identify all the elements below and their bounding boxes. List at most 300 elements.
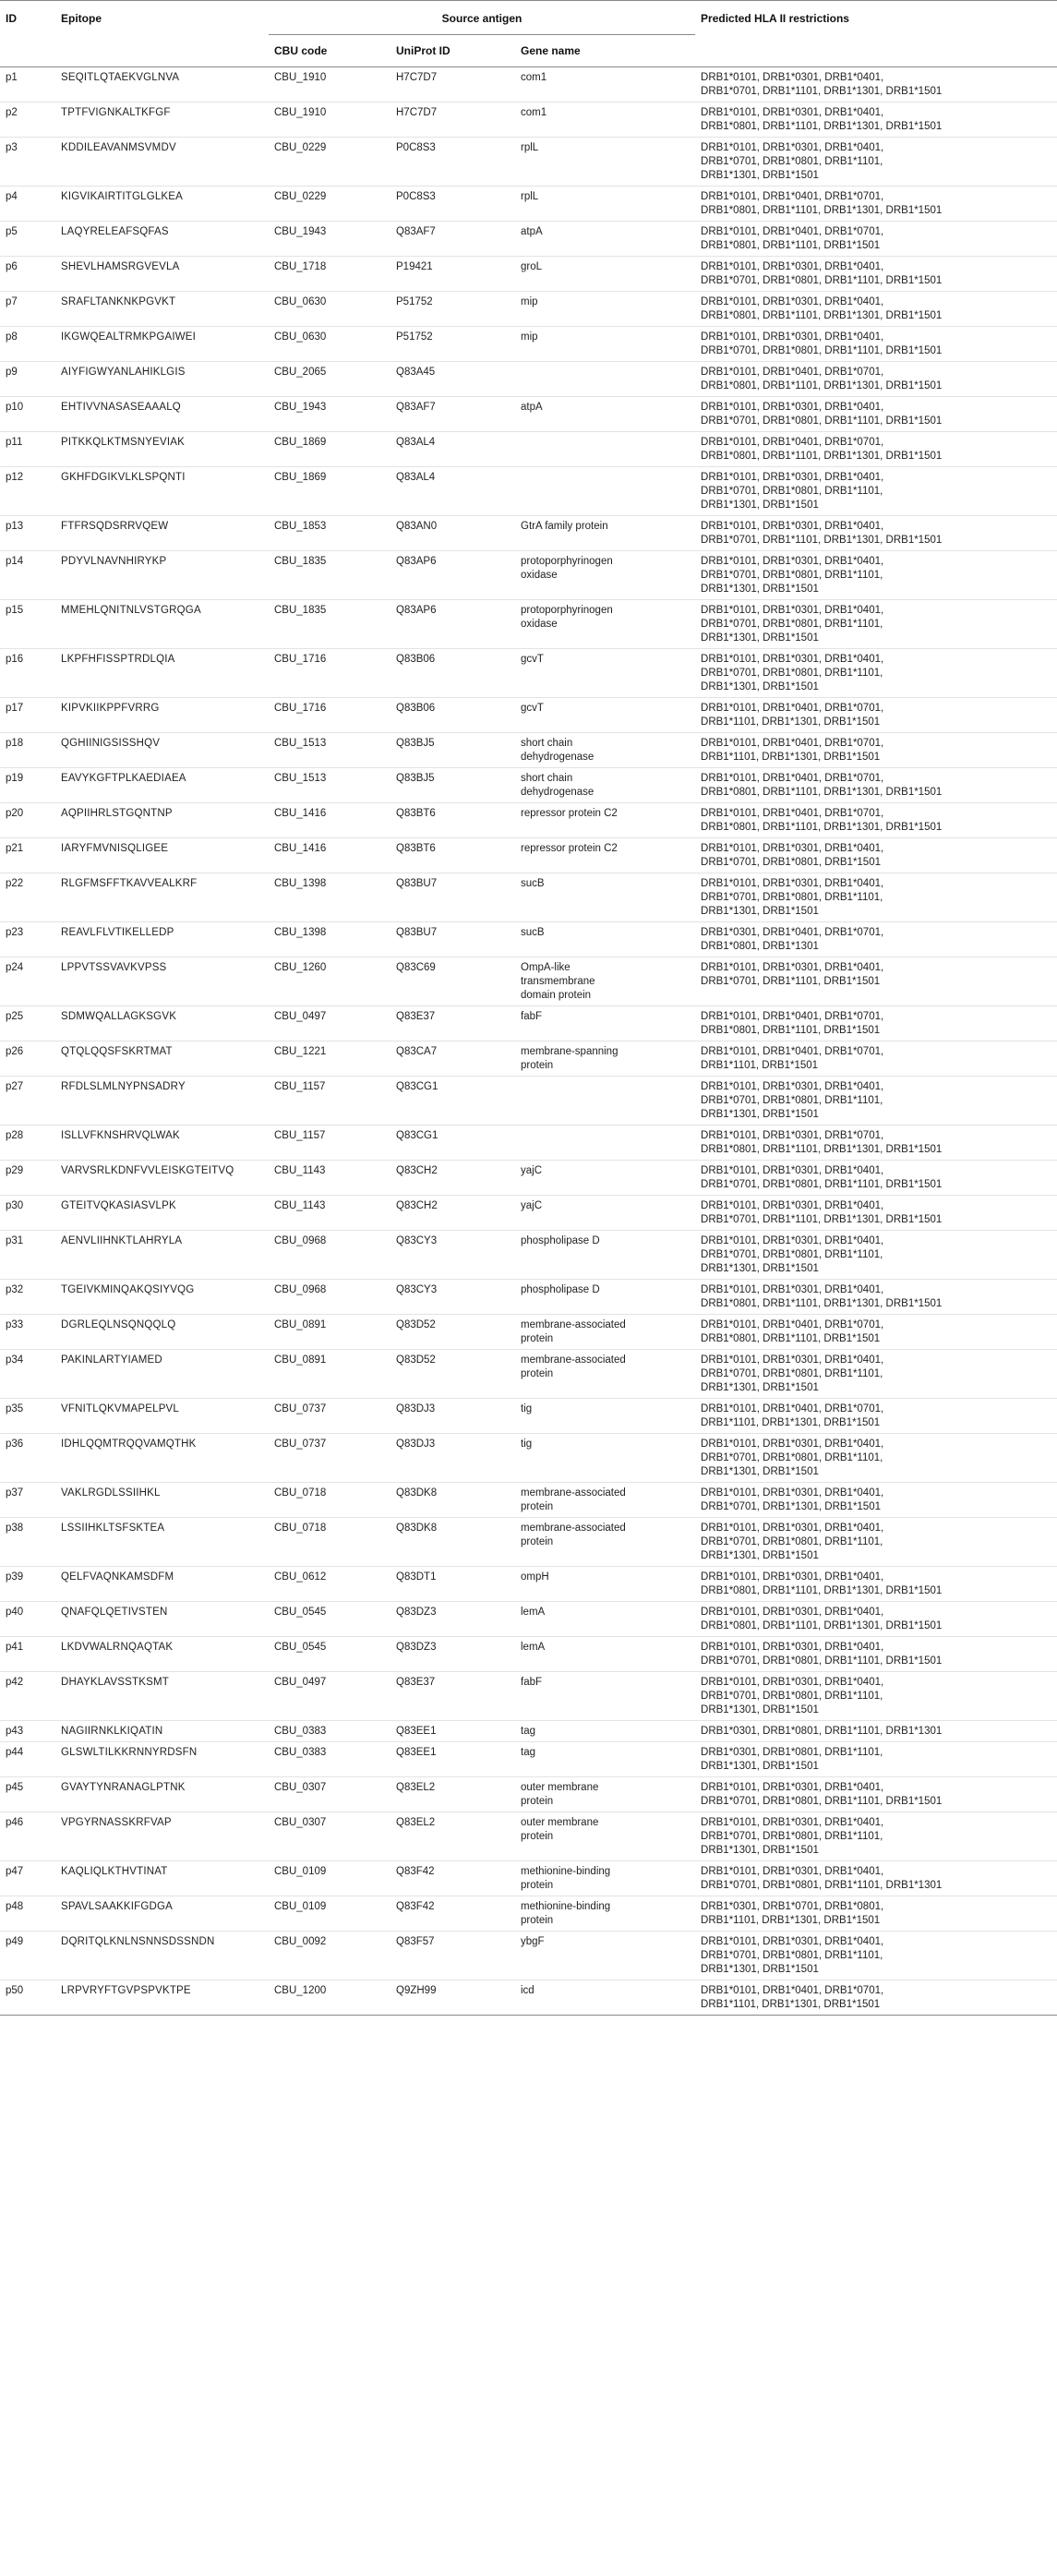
- cell-cbu-code: CBU_1943: [269, 397, 390, 432]
- table-row: [0, 102, 1057, 138]
- cell-epitope: SHEVLHAMSRGVEVLA: [55, 257, 269, 292]
- cell-cbu-code: CBU_1260: [269, 957, 390, 1006]
- cell-epitope: AQPIIHRLSTGQNTNP: [55, 803, 269, 838]
- cell-gene-name: short chain dehydrogenase: [515, 768, 695, 803]
- cell-uniprot-id: Q83DJ3: [390, 1399, 515, 1434]
- cell-uniprot-id: Q83B06: [390, 649, 515, 698]
- cell-cbu-code: CBU_1513: [269, 733, 390, 768]
- cell-hla: DRB1*0101, DRB1*0301, DRB1*0401, DRB1*0701, DRB1*0801, DRB1*1101, DRB1*1301, DRB1*1501: [695, 1812, 1057, 1861]
- header-epitope: Epitope: [55, 1, 269, 67]
- cell-hla: DRB1*0101, DRB1*0301, DRB1*0401, DRB1*0801, DRB1*1101, DRB1*1301, DRB1*1501: [695, 102, 1057, 138]
- cell-cbu-code: CBU_1157: [269, 1077, 390, 1125]
- cell-epitope: IDHLQQMTRQQVAMQTHK: [55, 1434, 269, 1483]
- cell-gene-name: ompH: [515, 1567, 695, 1602]
- cell-epitope: VFNITLQKVMAPELPVL: [55, 1399, 269, 1434]
- cell-id: p3: [0, 138, 55, 187]
- cell-epitope: TPTFVIGNKALTKFGF: [55, 102, 269, 138]
- cell-cbu-code: CBU_1716: [269, 698, 390, 733]
- cell-id: p4: [0, 187, 55, 222]
- cell-id: p26: [0, 1041, 55, 1077]
- cell-id: p41: [0, 1637, 55, 1672]
- header-cbu-code: CBU code: [269, 35, 390, 67]
- cell-hla: DRB1*0101, DRB1*0301, DRB1*0401, DRB1*0701, DRB1*0801, DRB1*1101, DRB1*1501: [695, 1161, 1057, 1196]
- cell-uniprot-id: H7C7D7: [390, 67, 515, 102]
- cell-cbu-code: CBU_1910: [269, 67, 390, 102]
- cell-gene-name: membrane-spanning protein: [515, 1041, 695, 1077]
- cell-uniprot-id: Q83CY3: [390, 1280, 515, 1315]
- table-row: [0, 1861, 1057, 1896]
- table-row: [0, 1742, 1057, 1777]
- table-row: [0, 768, 1057, 803]
- cell-hla: DRB1*0101, DRB1*0301, DRB1*0401, DRB1*0701, DRB1*0801, DRB1*1101, DRB1*1301, DRB1*1501: [695, 138, 1057, 187]
- cell-epitope: TGEIVKMINQAKQSIYVQG: [55, 1280, 269, 1315]
- cell-gene-name: lemA: [515, 1602, 695, 1637]
- cell-id: p11: [0, 432, 55, 467]
- cell-hla: DRB1*0101, DRB1*0401, DRB1*0701, DRB1*1101, DRB1*1301, DRB1*1501: [695, 733, 1057, 768]
- table-row: [0, 873, 1057, 922]
- table-row: [0, 922, 1057, 957]
- table-row: [0, 957, 1057, 1006]
- table-row: [0, 257, 1057, 292]
- cell-hla: DRB1*0301, DRB1*0401, DRB1*0701, DRB1*0801, DRB1*1301: [695, 922, 1057, 957]
- cell-hla: DRB1*0101, DRB1*0301, DRB1*0401, DRB1*0701, DRB1*0801, DRB1*1101, DRB1*1301, DRB1*1501: [695, 1231, 1057, 1280]
- cell-epitope: KIPVKIIKPPFVRRG: [55, 698, 269, 733]
- cell-epitope: DGRLEQLNSQNQQLQ: [55, 1315, 269, 1350]
- cell-gene-name: phospholipase D: [515, 1231, 695, 1280]
- cell-uniprot-id: Q83F57: [390, 1932, 515, 1980]
- cell-id: p14: [0, 551, 55, 600]
- cell-hla: DRB1*0101, DRB1*0301, DRB1*0401, DRB1*0701, DRB1*1101, DRB1*1301, DRB1*1501: [695, 516, 1057, 551]
- cell-epitope: QELFVAQNKAMSDFM: [55, 1567, 269, 1602]
- cell-epitope: QTQLQQSFSKRTMAT: [55, 1041, 269, 1077]
- cell-hla: DRB1*0101, DRB1*0301, DRB1*0401, DRB1*0701, DRB1*0801, DRB1*1501: [695, 838, 1057, 873]
- header-id: ID: [0, 1, 55, 67]
- cell-id: p38: [0, 1518, 55, 1567]
- cell-hla: DRB1*0101, DRB1*0301, DRB1*0401, DRB1*0701, DRB1*0801, DRB1*1101, DRB1*1501: [695, 397, 1057, 432]
- cell-epitope: REAVLFLVTIKELLEDP: [55, 922, 269, 957]
- cell-hla: DRB1*0101, DRB1*0401, DRB1*0701, DRB1*0801, DRB1*1101, DRB1*1301, DRB1*1501: [695, 432, 1057, 467]
- cell-hla: DRB1*0101, DRB1*0301, DRB1*0401, DRB1*0701, DRB1*0801, DRB1*1101, DRB1*1301, DRB1*1501: [695, 1350, 1057, 1399]
- cell-uniprot-id: Q83E37: [390, 1006, 515, 1041]
- table-row: [0, 1518, 1057, 1567]
- table-row: [0, 838, 1057, 873]
- cell-gene-name: tig: [515, 1434, 695, 1483]
- table-row: [0, 516, 1057, 551]
- cell-epitope: KDDILEAVANMSVMDV: [55, 138, 269, 187]
- cell-epitope: RFDLSLMLNYPNSADRY: [55, 1077, 269, 1125]
- table-row: [0, 1567, 1057, 1602]
- cell-id: p15: [0, 600, 55, 649]
- cell-cbu-code: CBU_1157: [269, 1125, 390, 1161]
- cell-id: p47: [0, 1861, 55, 1896]
- cell-gene-name: methionine-binding protein: [515, 1861, 695, 1896]
- cell-id: p7: [0, 292, 55, 327]
- cell-uniprot-id: Q83DZ3: [390, 1637, 515, 1672]
- cell-cbu-code: CBU_1143: [269, 1161, 390, 1196]
- table-body: [0, 67, 1057, 2016]
- cell-epitope: AENVLIIHNKTLAHRYLA: [55, 1231, 269, 1280]
- cell-uniprot-id: Q83AL4: [390, 432, 515, 467]
- cell-uniprot-id: Q83DJ3: [390, 1434, 515, 1483]
- cell-uniprot-id: Q83E37: [390, 1672, 515, 1721]
- cell-hla: DRB1*0101, DRB1*0301, DRB1*0401, DRB1*0701, DRB1*0801, DRB1*1101, DRB1*1301, DRB1*1501: [695, 1672, 1057, 1721]
- cell-epitope: LKDVWALRNQAQTAK: [55, 1637, 269, 1672]
- cell-gene-name: tag: [515, 1721, 695, 1742]
- cell-id: p2: [0, 102, 55, 138]
- table-row: [0, 733, 1057, 768]
- cell-epitope: SDMWQALLAGKSGVK: [55, 1006, 269, 1041]
- cell-cbu-code: CBU_0109: [269, 1861, 390, 1896]
- cell-gene-name: gcvT: [515, 698, 695, 733]
- cell-epitope: FTFRSQDSRRVQEW: [55, 516, 269, 551]
- cell-epitope: AIYFIGWYANLAHIKLGIS: [55, 362, 269, 397]
- cell-cbu-code: CBU_1716: [269, 649, 390, 698]
- cell-epitope: QNAFQLQETIVSTEN: [55, 1602, 269, 1637]
- cell-uniprot-id: Q83EL2: [390, 1812, 515, 1861]
- cell-uniprot-id: Q83BT6: [390, 838, 515, 873]
- cell-hla: DRB1*0101, DRB1*0301, DRB1*0401, DRB1*0701, DRB1*1301, DRB1*1501: [695, 1483, 1057, 1518]
- cell-cbu-code: CBU_0737: [269, 1399, 390, 1434]
- cell-uniprot-id: Q83AF7: [390, 397, 515, 432]
- cell-id: p23: [0, 922, 55, 957]
- table-row: [0, 67, 1057, 102]
- cell-hla: DRB1*0101, DRB1*0301, DRB1*0401, DRB1*0701, DRB1*0801, DRB1*1101, DRB1*1301: [695, 1861, 1057, 1896]
- cell-hla: DRB1*0101, DRB1*0401, DRB1*0701, DRB1*0801, DRB1*1101, DRB1*1301, DRB1*1501: [695, 803, 1057, 838]
- table-row: [0, 1812, 1057, 1861]
- cell-uniprot-id: Q83AL4: [390, 467, 515, 516]
- cell-epitope: NAGIIRNKLKIQATIN: [55, 1721, 269, 1742]
- cell-id: p42: [0, 1672, 55, 1721]
- table-row: [0, 649, 1057, 698]
- cell-cbu-code: CBU_1835: [269, 551, 390, 600]
- cell-gene-name: methionine-binding protein: [515, 1896, 695, 1932]
- cell-id: p35: [0, 1399, 55, 1434]
- cell-uniprot-id: P51752: [390, 292, 515, 327]
- cell-hla: DRB1*0301, DRB1*0801, DRB1*1101, DRB1*1301, DRB1*1501: [695, 1742, 1057, 1777]
- cell-cbu-code: CBU_0630: [269, 292, 390, 327]
- cell-gene-name: sucB: [515, 922, 695, 957]
- cell-cbu-code: CBU_0968: [269, 1231, 390, 1280]
- cell-hla: DRB1*0101, DRB1*0301, DRB1*0401, DRB1*0701, DRB1*0801, DRB1*1101, DRB1*1301, DRB1*1501: [695, 1077, 1057, 1125]
- table-row: [0, 1721, 1057, 1742]
- cell-hla: DRB1*0101, DRB1*0301, DRB1*0401, DRB1*0701, DRB1*1101, DRB1*1301, DRB1*1501: [695, 1196, 1057, 1231]
- cell-cbu-code: CBU_1835: [269, 600, 390, 649]
- cell-hla: DRB1*0101, DRB1*0401, DRB1*0701, DRB1*0801, DRB1*1101, DRB1*1301, DRB1*1501: [695, 362, 1057, 397]
- cell-cbu-code: CBU_0307: [269, 1812, 390, 1861]
- cell-uniprot-id: H7C7D7: [390, 102, 515, 138]
- cell-gene-name: protoporphyrinogen oxidase: [515, 551, 695, 600]
- cell-gene-name: [515, 432, 695, 467]
- cell-uniprot-id: Q9ZH99: [390, 1980, 515, 2016]
- cell-hla: DRB1*0101, DRB1*0301, DRB1*0401, DRB1*0701, DRB1*0801, DRB1*1101, DRB1*1301, DRB1*1501: [695, 551, 1057, 600]
- cell-gene-name: [515, 467, 695, 516]
- cell-id: p5: [0, 222, 55, 257]
- cell-gene-name: com1: [515, 102, 695, 138]
- table-row: [0, 1980, 1057, 2016]
- cell-gene-name: membrane-associated protein: [515, 1518, 695, 1567]
- cell-cbu-code: CBU_1398: [269, 873, 390, 922]
- cell-cbu-code: CBU_0383: [269, 1721, 390, 1742]
- cell-hla: DRB1*0101, DRB1*0301, DRB1*0401, DRB1*0701, DRB1*0801, DRB1*1101, DRB1*1301, DRB1*1501: [695, 1434, 1057, 1483]
- cell-epitope: RLGFMSFFTKAVVEALKRF: [55, 873, 269, 922]
- cell-gene-name: rplL: [515, 138, 695, 187]
- table-row: [0, 698, 1057, 733]
- table-row: [0, 1196, 1057, 1231]
- cell-gene-name: yajC: [515, 1196, 695, 1231]
- table-row: [0, 138, 1057, 187]
- cell-cbu-code: CBU_0737: [269, 1434, 390, 1483]
- table-header: [0, 1, 1057, 67]
- cell-id: p28: [0, 1125, 55, 1161]
- cell-epitope: EAVYKGFTPLKAEDIAEA: [55, 768, 269, 803]
- cell-uniprot-id: Q83CH2: [390, 1196, 515, 1231]
- cell-epitope: SRAFLTANKNKPGVKT: [55, 292, 269, 327]
- cell-gene-name: [515, 1077, 695, 1125]
- cell-hla: DRB1*0101, DRB1*0301, DRB1*0401, DRB1*0701, DRB1*1101, DRB1*1501: [695, 957, 1057, 1006]
- cell-gene-name: atpA: [515, 397, 695, 432]
- cell-gene-name: outer membrane protein: [515, 1812, 695, 1861]
- cell-id: p31: [0, 1231, 55, 1280]
- cell-gene-name: repressor protein C2: [515, 838, 695, 873]
- table-row: [0, 1483, 1057, 1518]
- table-row: [0, 432, 1057, 467]
- cell-id: p32: [0, 1280, 55, 1315]
- table-row: [0, 1777, 1057, 1812]
- table-row: [0, 1672, 1057, 1721]
- table-row: [0, 1896, 1057, 1932]
- cell-epitope: LAQYRELEAFSQFAS: [55, 222, 269, 257]
- table-row: [0, 362, 1057, 397]
- cell-cbu-code: CBU_0891: [269, 1315, 390, 1350]
- cell-gene-name: groL: [515, 257, 695, 292]
- table-row: [0, 1077, 1057, 1125]
- cell-cbu-code: CBU_0307: [269, 1777, 390, 1812]
- cell-cbu-code: CBU_0092: [269, 1932, 390, 1980]
- cell-epitope: QGHIINIGSISSHQV: [55, 733, 269, 768]
- cell-id: p29: [0, 1161, 55, 1196]
- cell-hla: DRB1*0101, DRB1*0401, DRB1*0701, DRB1*0801, DRB1*1101, DRB1*1501: [695, 222, 1057, 257]
- cell-id: p30: [0, 1196, 55, 1231]
- cell-hla: DRB1*0301, DRB1*0701, DRB1*0801, DRB1*1101, DRB1*1301, DRB1*1501: [695, 1896, 1057, 1932]
- cell-hla: DRB1*0101, DRB1*0301, DRB1*0401, DRB1*0701, DRB1*0801, DRB1*1101, DRB1*1301, DRB1*1501: [695, 600, 1057, 649]
- cell-id: p9: [0, 362, 55, 397]
- cell-id: p40: [0, 1602, 55, 1637]
- cell-cbu-code: CBU_1398: [269, 922, 390, 957]
- cell-gene-name: ybgF: [515, 1932, 695, 1980]
- table-row: [0, 600, 1057, 649]
- cell-id: p1: [0, 67, 55, 102]
- cell-uniprot-id: Q83DK8: [390, 1483, 515, 1518]
- cell-gene-name: protoporphyrinogen oxidase: [515, 600, 695, 649]
- table-row: [0, 467, 1057, 516]
- cell-cbu-code: CBU_0545: [269, 1637, 390, 1672]
- cell-uniprot-id: Q83CG1: [390, 1077, 515, 1125]
- cell-uniprot-id: Q83DZ3: [390, 1602, 515, 1637]
- cell-epitope: IARYFMVNISQLIGEE: [55, 838, 269, 873]
- cell-hla: DRB1*0101, DRB1*0301, DRB1*0401, DRB1*0801, DRB1*1101, DRB1*1301, DRB1*1501: [695, 292, 1057, 327]
- cell-cbu-code: CBU_0383: [269, 1742, 390, 1777]
- table-row: [0, 187, 1057, 222]
- cell-id: p43: [0, 1721, 55, 1742]
- cell-uniprot-id: P51752: [390, 327, 515, 362]
- header-uniprot-id: UniProt ID: [390, 35, 515, 67]
- cell-cbu-code: CBU_1869: [269, 432, 390, 467]
- cell-uniprot-id: Q83D52: [390, 1315, 515, 1350]
- table-row: [0, 1602, 1057, 1637]
- table-row: [0, 1932, 1057, 1980]
- cell-gene-name: gcvT: [515, 649, 695, 698]
- table-row: [0, 1315, 1057, 1350]
- cell-uniprot-id: Q83BT6: [390, 803, 515, 838]
- cell-id: p13: [0, 516, 55, 551]
- cell-id: p49: [0, 1932, 55, 1980]
- cell-epitope: KAQLIQLKTHVTINAT: [55, 1861, 269, 1896]
- cell-gene-name: membrane-associated protein: [515, 1350, 695, 1399]
- cell-cbu-code: CBU_2065: [269, 362, 390, 397]
- cell-gene-name: fabF: [515, 1006, 695, 1041]
- table-row: [0, 327, 1057, 362]
- cell-uniprot-id: Q83F42: [390, 1896, 515, 1932]
- cell-uniprot-id: P0C8S3: [390, 138, 515, 187]
- cell-cbu-code: CBU_0109: [269, 1896, 390, 1932]
- cell-cbu-code: CBU_1718: [269, 257, 390, 292]
- cell-hla: DRB1*0101, DRB1*0301, DRB1*0401, DRB1*0801, DRB1*1101, DRB1*1301, DRB1*1501: [695, 1602, 1057, 1637]
- cell-gene-name: sucB: [515, 873, 695, 922]
- cell-gene-name: membrane-associated protein: [515, 1483, 695, 1518]
- cell-cbu-code: CBU_0891: [269, 1350, 390, 1399]
- header-hla: Predicted HLA II restrictions: [695, 1, 1057, 67]
- cell-cbu-code: CBU_0630: [269, 327, 390, 362]
- cell-hla: DRB1*0101, DRB1*0301, DRB1*0401, DRB1*0701, DRB1*0801, DRB1*1101, DRB1*1501: [695, 327, 1057, 362]
- cell-gene-name: mip: [515, 292, 695, 327]
- cell-gene-name: atpA: [515, 222, 695, 257]
- cell-gene-name: com1: [515, 67, 695, 102]
- table-row: [0, 1637, 1057, 1672]
- cell-id: p37: [0, 1483, 55, 1518]
- cell-gene-name: membrane-associated protein: [515, 1315, 695, 1350]
- cell-hla: DRB1*0101, DRB1*0301, DRB1*0401, DRB1*0701, DRB1*0801, DRB1*1101, DRB1*1301, DRB1*1501: [695, 873, 1057, 922]
- table-row: [0, 803, 1057, 838]
- cell-hla: DRB1*0101, DRB1*0401, DRB1*0701, DRB1*1101, DRB1*1301, DRB1*1501: [695, 698, 1057, 733]
- cell-gene-name: outer membrane protein: [515, 1777, 695, 1812]
- cell-hla: DRB1*0101, DRB1*0301, DRB1*0401, DRB1*0801, DRB1*1101, DRB1*1301, DRB1*1501: [695, 1567, 1057, 1602]
- cell-uniprot-id: Q83CA7: [390, 1041, 515, 1077]
- cell-gene-name: short chain dehydrogenase: [515, 733, 695, 768]
- cell-id: p18: [0, 733, 55, 768]
- cell-hla: DRB1*0101, DRB1*0401, DRB1*0701, DRB1*1101, DRB1*1501: [695, 1041, 1057, 1077]
- table-row: [0, 1125, 1057, 1161]
- cell-uniprot-id: Q83BJ5: [390, 733, 515, 768]
- cell-uniprot-id: Q83CH2: [390, 1161, 515, 1196]
- cell-uniprot-id: Q83BJ5: [390, 768, 515, 803]
- cell-epitope: VAKLRGDLSSIIHKL: [55, 1483, 269, 1518]
- cell-cbu-code: CBU_0229: [269, 138, 390, 187]
- table-row: [0, 1006, 1057, 1041]
- cell-uniprot-id: Q83A45: [390, 362, 515, 397]
- cell-gene-name: yajC: [515, 1161, 695, 1196]
- cell-id: p16: [0, 649, 55, 698]
- cell-cbu-code: CBU_1910: [269, 102, 390, 138]
- cell-gene-name: lemA: [515, 1637, 695, 1672]
- cell-id: p8: [0, 327, 55, 362]
- cell-uniprot-id: Q83AP6: [390, 600, 515, 649]
- cell-cbu-code: CBU_1513: [269, 768, 390, 803]
- cell-uniprot-id: Q83CG1: [390, 1125, 515, 1161]
- cell-gene-name: repressor protein C2: [515, 803, 695, 838]
- header-gene-name: Gene name: [515, 35, 695, 67]
- cell-uniprot-id: Q83AF7: [390, 222, 515, 257]
- cell-id: p45: [0, 1777, 55, 1812]
- cell-hla: DRB1*0101, DRB1*0401, DRB1*0701, DRB1*0801, DRB1*1101, DRB1*1301, DRB1*1501: [695, 187, 1057, 222]
- cell-epitope: SPAVLSAAKKIFGDGA: [55, 1896, 269, 1932]
- cell-cbu-code: CBU_0718: [269, 1518, 390, 1567]
- cell-cbu-code: CBU_1416: [269, 803, 390, 838]
- cell-hla: DRB1*0101, DRB1*0401, DRB1*0701, DRB1*1101, DRB1*1301, DRB1*1501: [695, 1399, 1057, 1434]
- cell-uniprot-id: Q83CY3: [390, 1231, 515, 1280]
- cell-id: p22: [0, 873, 55, 922]
- cell-epitope: LKPFHFISSPTRDLQIA: [55, 649, 269, 698]
- header-source-antigen: Source antigen: [269, 1, 695, 35]
- cell-hla: DRB1*0101, DRB1*0301, DRB1*0401, DRB1*0701, DRB1*1101, DRB1*1301, DRB1*1501: [695, 67, 1057, 102]
- table-row: [0, 397, 1057, 432]
- cell-hla: DRB1*0101, DRB1*0301, DRB1*0401, DRB1*0701, DRB1*0801, DRB1*1101, DRB1*1301, DRB1*1501: [695, 467, 1057, 516]
- cell-hla: DRB1*0101, DRB1*0301, DRB1*0401, DRB1*0701, DRB1*0801, DRB1*1101, DRB1*1301, DRB1*1501: [695, 1518, 1057, 1567]
- cell-id: p12: [0, 467, 55, 516]
- cell-hla: DRB1*0101, DRB1*0401, DRB1*0701, DRB1*0801, DRB1*1101, DRB1*1501: [695, 1315, 1057, 1350]
- cell-id: p50: [0, 1980, 55, 2016]
- cell-gene-name: fabF: [515, 1672, 695, 1721]
- table-row: [0, 1231, 1057, 1280]
- table-row: [0, 222, 1057, 257]
- cell-cbu-code: CBU_0497: [269, 1006, 390, 1041]
- cell-epitope: GKHFDGIKVLKLSPQNTI: [55, 467, 269, 516]
- cell-id: p33: [0, 1315, 55, 1350]
- cell-id: p36: [0, 1434, 55, 1483]
- cell-epitope: PITKKQLKTMSNYEVIAK: [55, 432, 269, 467]
- cell-cbu-code: CBU_1943: [269, 222, 390, 257]
- cell-uniprot-id: Q83B06: [390, 698, 515, 733]
- cell-uniprot-id: Q83DK8: [390, 1518, 515, 1567]
- cell-id: p27: [0, 1077, 55, 1125]
- table-row: [0, 1161, 1057, 1196]
- cell-epitope: PAKINLARTYIAMED: [55, 1350, 269, 1399]
- cell-epitope: IKGWQEALTRMKPGAIWEI: [55, 327, 269, 362]
- cell-hla: DRB1*0101, DRB1*0401, DRB1*0701, DRB1*0801, DRB1*1101, DRB1*1301, DRB1*1501: [695, 768, 1057, 803]
- cell-gene-name: GtrA family protein: [515, 516, 695, 551]
- cell-id: p10: [0, 397, 55, 432]
- cell-epitope: LPPVTSSVAVKVPSS: [55, 957, 269, 1006]
- cell-gene-name: [515, 362, 695, 397]
- cell-epitope: LRPVRYFTGVPSPVKTPE: [55, 1980, 269, 2016]
- cell-cbu-code: CBU_1869: [269, 467, 390, 516]
- cell-gene-name: tag: [515, 1742, 695, 1777]
- cell-gene-name: phospholipase D: [515, 1280, 695, 1315]
- cell-epitope: VARVSRLKDNFVVLEISKGTEITVQ: [55, 1161, 269, 1196]
- cell-uniprot-id: Q83DT1: [390, 1567, 515, 1602]
- cell-cbu-code: CBU_0718: [269, 1483, 390, 1518]
- cell-epitope: GVAYTYNRANAGLPTNK: [55, 1777, 269, 1812]
- cell-uniprot-id: Q83EE1: [390, 1721, 515, 1742]
- table-row: [0, 1399, 1057, 1434]
- cell-gene-name: rplL: [515, 187, 695, 222]
- cell-uniprot-id: Q83D52: [390, 1350, 515, 1399]
- cell-epitope: VPGYRNASSKRFVAP: [55, 1812, 269, 1861]
- cell-hla: DRB1*0101, DRB1*0301, DRB1*0401, DRB1*0701, DRB1*0801, DRB1*1101, DRB1*1501: [695, 1777, 1057, 1812]
- table-row: [0, 551, 1057, 600]
- cell-epitope: DQRITQLKNLNSNNSDSSNDN: [55, 1932, 269, 1980]
- cell-cbu-code: CBU_1200: [269, 1980, 390, 2016]
- cell-epitope: MMEHLQNITNLVSTGRQGA: [55, 600, 269, 649]
